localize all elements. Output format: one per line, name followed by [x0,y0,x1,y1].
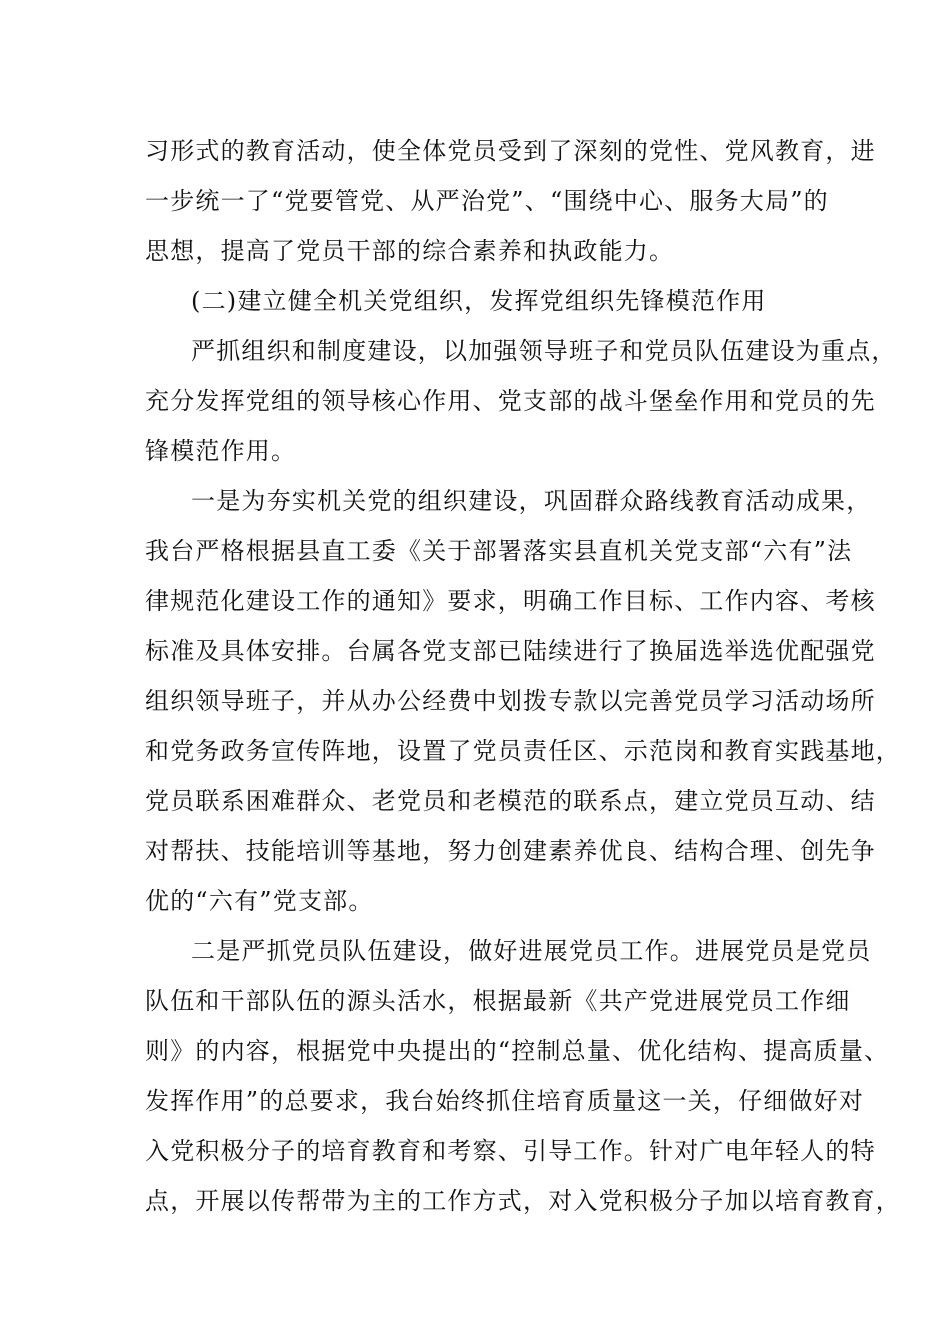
text-line: 我台严格根据县直工委《关于部署落实县直机关党支部“六有”法 [145,537,853,565]
section-heading: (二)建立健全机关党组织，发挥党组织先锋模范作用 [191,287,767,315]
text-line: 队伍和干部队伍的源头活水，根据最新《共产党进展党员工作细 [145,987,851,1015]
text-line: 一是为夯实机关党的组织建设，巩固群众路线教育活动成果， [191,487,872,515]
text-line: 习形式的教育活动，使全体党员受到了深刻的党性、党风教育，进 [145,137,876,165]
text-line: 组织领导班子，并从办公经费中划拨专款以完善党员学习活动场所 [145,687,876,715]
text-line: 标准及具体安排。台属各党支部已陆续进行了换届选举选优配强党 [145,637,876,665]
text-line: 点，开展以传帮带为主的工作方式，对入党积极分子加以培育教育， [145,1187,901,1215]
text-line: 对帮扶、技能培训等基地，努力创建素养优良、结构合理、创先争 [145,837,876,865]
text-line: 优的“六有”党支部。 [145,887,374,915]
text-line: 严抓组织和制度建设，以加强领导班子和党员队伍建设为重点， [191,337,897,365]
text-line: 充分发挥党组的领导核心作用、党支部的战斗堡垒作用和党员的先 [145,387,876,415]
text-line: 思想，提高了党员干部的综合素养和执政能力。 [145,237,675,265]
text-line: 则》的内容，根据党中央提出的“控制总量、优化结构、提高质量、 [145,1037,890,1065]
text-line: 二是严抓党员队伍建设，做好进展党员工作。进展党员是党员 [191,937,872,965]
text-line: 入党积极分子的培育教育和考察、引导工作。针对广电年轻人的特 [145,1137,876,1165]
text-line: 党员联系困难群众、老党员和老模范的联系点，建立党员互动、结 [145,787,876,815]
text-line: 发挥作用”的总要求，我台始终抓住培育质量这一关，仔细做好对 [145,1087,865,1115]
text-line: 和党务政务宣传阵地，设置了党员责任区、示范岗和教育实践基地， [145,737,901,765]
text-line: 律规范化建设工作的通知》要求，明确工作目标、工作内容、考核 [145,587,876,615]
text-line: 一步统一了“党要管党、从严治党”、“围绕中心、服务大局”的 [145,187,829,215]
text-line: 锋模范作用。 [145,437,297,465]
